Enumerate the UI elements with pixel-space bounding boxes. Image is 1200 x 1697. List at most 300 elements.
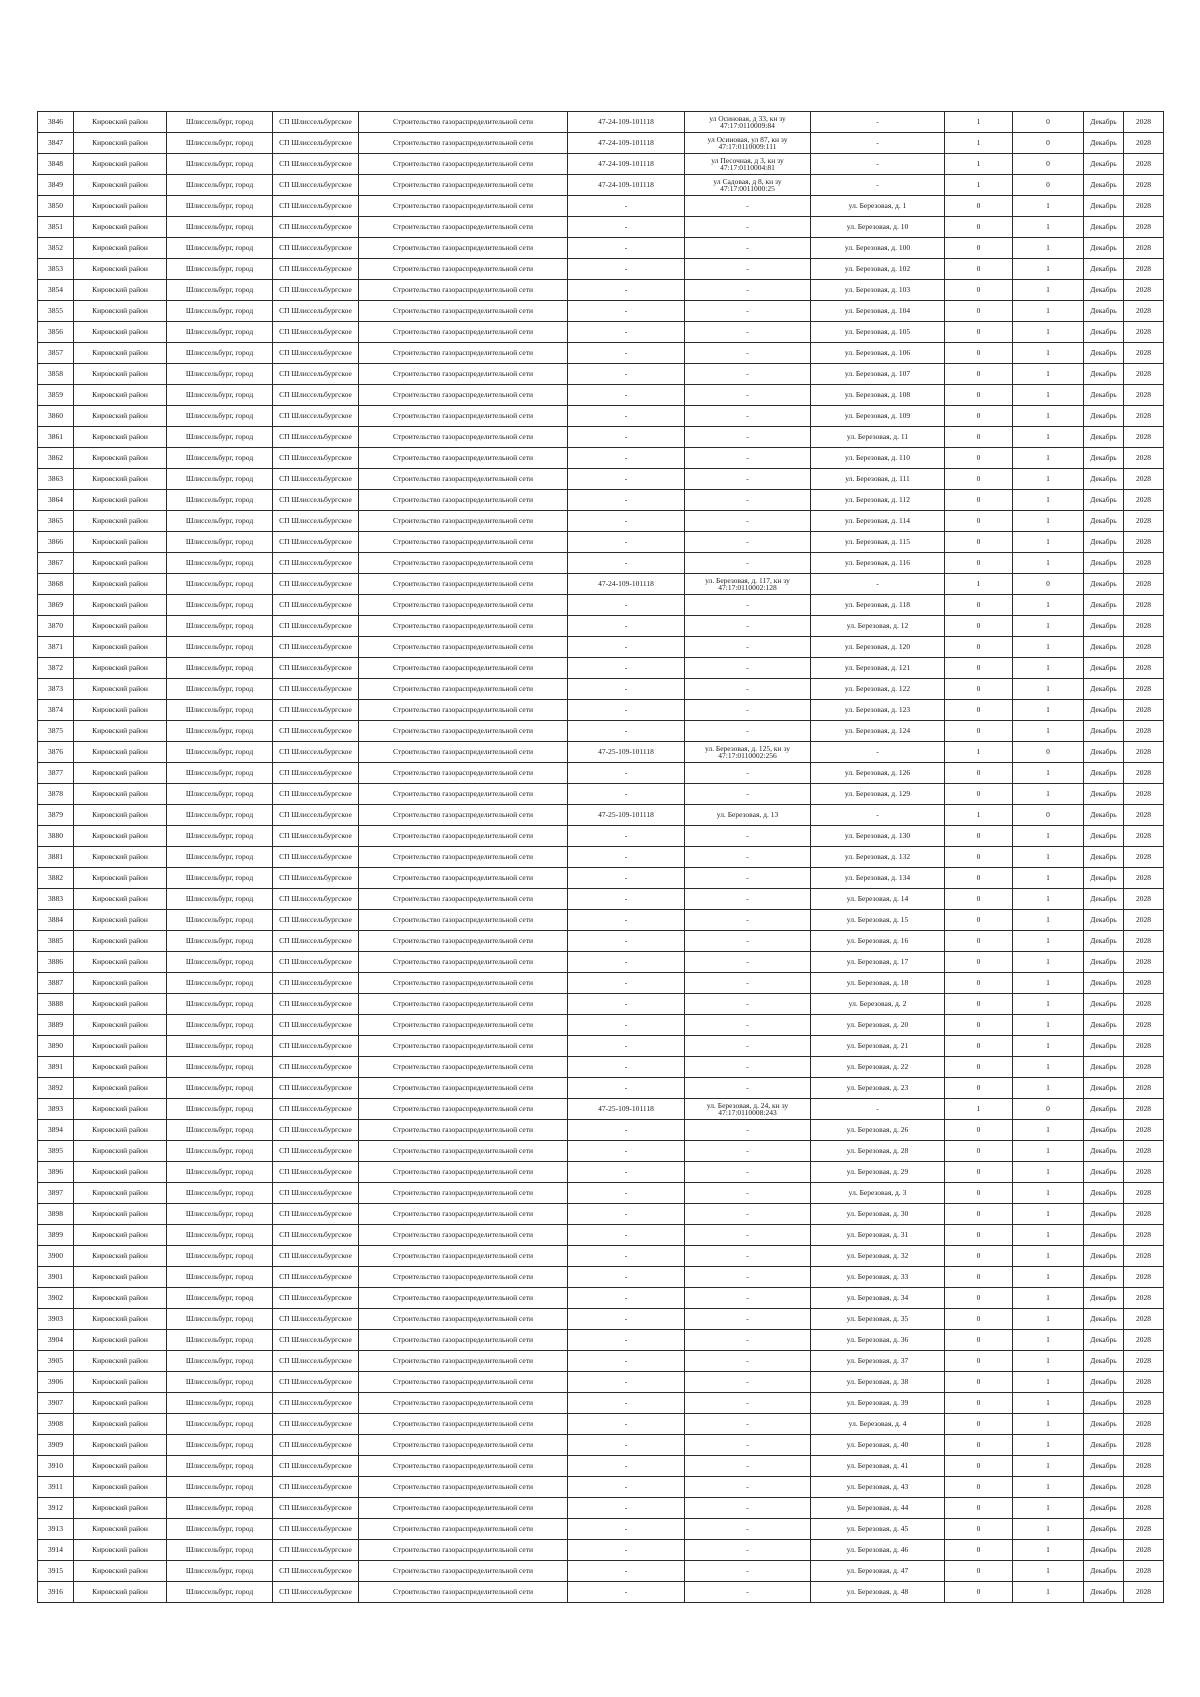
table-row (38, 1162, 1164, 1183)
work-type-cell: Строительство газораспределительной сети (359, 259, 568, 280)
address-cell: ул. Березовая, д. 23 (811, 1078, 945, 1099)
address-cell: - (811, 742, 945, 763)
count-a-cell: 0 (945, 196, 1013, 217)
count-a-cell: 0 (945, 1057, 1013, 1078)
address-cell: - (811, 805, 945, 826)
cadastral-address-cell: - (685, 1225, 811, 1246)
count-a-cell: 0 (945, 280, 1013, 301)
row-number-cell: 3905 (38, 1351, 74, 1372)
address-cell: ул. Березовая, д. 4 (811, 1414, 945, 1435)
month-cell: Декабрь (1084, 1372, 1124, 1393)
count-a-cell: 0 (945, 238, 1013, 259)
count-a-cell: 0 (945, 1456, 1013, 1477)
count-a-cell: 0 (945, 532, 1013, 553)
table-row (38, 322, 1164, 343)
district-cell: Кировский район (74, 1162, 167, 1183)
count-a-cell: 0 (945, 1540, 1013, 1561)
municipality-cell: СП Шлиссельбургское (273, 553, 359, 574)
settlement-cell: Шлиссельбург, город (167, 1288, 273, 1309)
row-number-cell: 3865 (38, 511, 74, 532)
row-number-cell: 3863 (38, 469, 74, 490)
address-cell: - (811, 112, 945, 133)
count-a-cell: 0 (945, 1519, 1013, 1540)
cadastral-address-cell: - (685, 868, 811, 889)
cadastral-address-cell: - (685, 721, 811, 742)
cadastral-address-cell: - (685, 1456, 811, 1477)
month-cell: Декабрь (1084, 1330, 1124, 1351)
row-number-cell: 3893 (38, 1099, 74, 1120)
count-a-cell: 0 (945, 595, 1013, 616)
year-cell: 2028 (1124, 1225, 1164, 1246)
table-row (38, 196, 1164, 217)
count-b-cell: 1 (1013, 847, 1084, 868)
address-cell: ул. Березовая, д. 102 (811, 259, 945, 280)
count-a-cell: 0 (945, 973, 1013, 994)
work-type-cell: Строительство газораспределительной сети (359, 1582, 568, 1603)
address-cell: ул. Березовая, д. 14 (811, 889, 945, 910)
district-cell: Кировский район (74, 238, 167, 259)
work-type-cell: Строительство газораспределительной сети (359, 427, 568, 448)
cadastral-address-cell: - (685, 658, 811, 679)
district-cell: Кировский район (74, 1330, 167, 1351)
settlement-cell: Шлиссельбург, город (167, 1393, 273, 1414)
row-number-cell: 3886 (38, 952, 74, 973)
count-b-cell: 1 (1013, 1561, 1084, 1582)
cadastral-address-cell: - (685, 616, 811, 637)
count-b-cell: 1 (1013, 1288, 1084, 1309)
row-number-cell: 3889 (38, 1015, 74, 1036)
cadastral-address-cell: - (685, 490, 811, 511)
work-type-cell: Строительство газораспределительной сети (359, 805, 568, 826)
year-cell: 2028 (1124, 427, 1164, 448)
year-cell: 2028 (1124, 175, 1164, 196)
address-cell: ул. Березовая, д. 31 (811, 1225, 945, 1246)
municipality-cell: СП Шлиссельбургское (273, 1540, 359, 1561)
year-cell: 2028 (1124, 1141, 1164, 1162)
district-cell: Кировский район (74, 385, 167, 406)
work-type-cell: Строительство газораспределительной сети (359, 1225, 568, 1246)
address-cell: ул. Березовая, д. 43 (811, 1477, 945, 1498)
month-cell: Декабрь (1084, 532, 1124, 553)
work-type-cell: Строительство газораспределительной сети (359, 889, 568, 910)
count-a-cell: 0 (945, 1267, 1013, 1288)
district-cell: Кировский район (74, 154, 167, 175)
table-row (38, 595, 1164, 616)
month-cell: Декабрь (1084, 469, 1124, 490)
cadastral-address-cell: - (685, 406, 811, 427)
settlement-cell: Шлиссельбург, город (167, 1078, 273, 1099)
row-number-cell: 3847 (38, 133, 74, 154)
cadastral-address-cell: - (685, 427, 811, 448)
district-cell: Кировский район (74, 553, 167, 574)
program-code-cell: - (568, 1561, 685, 1582)
count-a-cell: 0 (945, 259, 1013, 280)
count-b-cell: 1 (1013, 1141, 1084, 1162)
count-a-cell: 0 (945, 1078, 1013, 1099)
cadastral-address-cell: - (685, 343, 811, 364)
municipality-cell: СП Шлиссельбургское (273, 406, 359, 427)
program-code-cell: - (568, 385, 685, 406)
cadastral-address-cell: - (685, 364, 811, 385)
cadastral-address-cell: - (685, 511, 811, 532)
year-cell: 2028 (1124, 616, 1164, 637)
program-code-cell: - (568, 1141, 685, 1162)
municipality-cell: СП Шлиссельбургское (273, 259, 359, 280)
count-b-cell: 1 (1013, 763, 1084, 784)
district-cell: Кировский район (74, 112, 167, 133)
municipality-cell: СП Шлиссельбургское (273, 385, 359, 406)
table-row (38, 427, 1164, 448)
district-cell: Кировский район (74, 931, 167, 952)
address-cell: ул. Березовая, д. 108 (811, 385, 945, 406)
settlement-cell: Шлиссельбург, город (167, 1267, 273, 1288)
program-code-cell: - (568, 931, 685, 952)
program-code-cell: - (568, 469, 685, 490)
address-cell: ул. Березовая, д. 36 (811, 1330, 945, 1351)
count-b-cell: 1 (1013, 490, 1084, 511)
address-cell: ул. Березовая, д. 105 (811, 322, 945, 343)
month-cell: Декабрь (1084, 910, 1124, 931)
count-a-cell: 0 (945, 763, 1013, 784)
program-code-cell: - (568, 1498, 685, 1519)
settlement-cell: Шлиссельбург, город (167, 133, 273, 154)
cadastral-address-cell: - (685, 1540, 811, 1561)
municipality-cell: СП Шлиссельбургское (273, 742, 359, 763)
work-type-cell: Строительство газораспределительной сети (359, 1456, 568, 1477)
month-cell: Декабрь (1084, 595, 1124, 616)
settlement-cell: Шлиссельбург, город (167, 280, 273, 301)
work-type-cell: Строительство газораспределительной сети (359, 385, 568, 406)
row-number-cell: 3884 (38, 910, 74, 931)
program-code-cell: - (568, 1225, 685, 1246)
count-a-cell: 1 (945, 1099, 1013, 1120)
program-code-cell: - (568, 952, 685, 973)
year-cell: 2028 (1124, 805, 1164, 826)
cadastral-address-cell: - (685, 637, 811, 658)
count-b-cell: 1 (1013, 259, 1084, 280)
work-type-cell: Строительство газораспределительной сети (359, 1204, 568, 1225)
year-cell: 2028 (1124, 1246, 1164, 1267)
year-cell: 2028 (1124, 1414, 1164, 1435)
program-code-cell: - (568, 1078, 685, 1099)
year-cell: 2028 (1124, 196, 1164, 217)
month-cell: Декабрь (1084, 721, 1124, 742)
month-cell: Декабрь (1084, 238, 1124, 259)
cadastral-address-cell: - (685, 448, 811, 469)
month-cell: Декабрь (1084, 574, 1124, 595)
municipality-cell: СП Шлиссельбургское (273, 301, 359, 322)
month-cell: Декабрь (1084, 1288, 1124, 1309)
count-a-cell: 0 (945, 217, 1013, 238)
district-cell: Кировский район (74, 574, 167, 595)
count-b-cell: 1 (1013, 553, 1084, 574)
count-a-cell: 0 (945, 994, 1013, 1015)
settlement-cell: Шлиссельбург, город (167, 238, 273, 259)
address-cell: ул. Березовая, д. 134 (811, 868, 945, 889)
district-cell: Кировский район (74, 1561, 167, 1582)
month-cell: Декабрь (1084, 1036, 1124, 1057)
count-b-cell: 1 (1013, 637, 1084, 658)
table-row (38, 511, 1164, 532)
municipality-cell: СП Шлиссельбургское (273, 658, 359, 679)
year-cell: 2028 (1124, 1183, 1164, 1204)
count-b-cell: 1 (1013, 217, 1084, 238)
settlement-cell: Шлиссельбург, город (167, 1036, 273, 1057)
settlement-cell: Шлиссельбург, город (167, 847, 273, 868)
address-cell: ул. Березовая, д. 37 (811, 1351, 945, 1372)
count-a-cell: 1 (945, 805, 1013, 826)
row-number-cell: 3892 (38, 1078, 74, 1099)
year-cell: 2028 (1124, 1078, 1164, 1099)
row-number-cell: 3876 (38, 742, 74, 763)
settlement-cell: Шлиссельбург, город (167, 1372, 273, 1393)
count-b-cell: 0 (1013, 112, 1084, 133)
cadastral-address-cell: ул Садовая, д 8, кн зу 47:17:0011000:25 (685, 175, 811, 196)
row-number-cell: 3888 (38, 994, 74, 1015)
cadastral-address-cell: - (685, 280, 811, 301)
municipality-cell: СП Шлиссельбургское (273, 763, 359, 784)
table-row (38, 1435, 1164, 1456)
settlement-cell: Шлиссельбург, город (167, 616, 273, 637)
count-b-cell: 1 (1013, 1540, 1084, 1561)
row-number-cell: 3866 (38, 532, 74, 553)
address-cell: ул. Березовая, д. 35 (811, 1309, 945, 1330)
cadastral-address-cell: - (685, 1393, 811, 1414)
year-cell: 2028 (1124, 826, 1164, 847)
count-a-cell: 0 (945, 448, 1013, 469)
year-cell: 2028 (1124, 658, 1164, 679)
month-cell: Декабрь (1084, 847, 1124, 868)
district-cell: Кировский район (74, 1477, 167, 1498)
address-cell: - (811, 574, 945, 595)
count-b-cell: 0 (1013, 1099, 1084, 1120)
district-cell: Кировский район (74, 889, 167, 910)
work-type-cell: Строительство газораспределительной сети (359, 679, 568, 700)
program-code-cell: - (568, 280, 685, 301)
district-cell: Кировский район (74, 1246, 167, 1267)
table-row (38, 763, 1164, 784)
count-b-cell: 1 (1013, 1456, 1084, 1477)
work-type-cell: Строительство газораспределительной сети (359, 973, 568, 994)
month-cell: Декабрь (1084, 805, 1124, 826)
count-a-cell: 0 (945, 1372, 1013, 1393)
count-b-cell: 1 (1013, 364, 1084, 385)
settlement-cell: Шлиссельбург, город (167, 1309, 273, 1330)
cadastral-address-cell: - (685, 301, 811, 322)
count-a-cell: 0 (945, 889, 1013, 910)
program-code-cell: - (568, 1309, 685, 1330)
row-number-cell: 3887 (38, 973, 74, 994)
cadastral-address-cell: - (685, 994, 811, 1015)
settlement-cell: Шлиссельбург, город (167, 1351, 273, 1372)
count-b-cell: 1 (1013, 1435, 1084, 1456)
month-cell: Декабрь (1084, 952, 1124, 973)
district-cell: Кировский район (74, 1078, 167, 1099)
address-cell: ул. Березовая, д. 40 (811, 1435, 945, 1456)
address-cell: ул. Березовая, д. 111 (811, 469, 945, 490)
address-cell: - (811, 1099, 945, 1120)
table-row (38, 721, 1164, 742)
count-b-cell: 1 (1013, 1078, 1084, 1099)
municipality-cell: СП Шлиссельбургское (273, 490, 359, 511)
program-code-cell: 47-25-109-101118 (568, 805, 685, 826)
address-cell: ул. Березовая, д. 100 (811, 238, 945, 259)
settlement-cell: Шлиссельбург, город (167, 343, 273, 364)
settlement-cell: Шлиссельбург, город (167, 889, 273, 910)
row-number-cell: 3915 (38, 1561, 74, 1582)
year-cell: 2028 (1124, 1456, 1164, 1477)
year-cell: 2028 (1124, 1036, 1164, 1057)
address-cell: ул. Березовая, д. 41 (811, 1456, 945, 1477)
cadastral-address-cell: ул Осиновая, д 33, кн зу 47:17:0110009:84 (685, 112, 811, 133)
year-cell: 2028 (1124, 1582, 1164, 1603)
table-row (38, 658, 1164, 679)
work-type-cell: Строительство газораспределительной сети (359, 574, 568, 595)
district-cell: Кировский район (74, 1099, 167, 1120)
cadastral-address-cell: - (685, 784, 811, 805)
month-cell: Декабрь (1084, 1456, 1124, 1477)
count-a-cell: 0 (945, 406, 1013, 427)
table-row (38, 1204, 1164, 1225)
district-cell: Кировский район (74, 910, 167, 931)
count-a-cell: 0 (945, 1225, 1013, 1246)
cadastral-address-cell: - (685, 1141, 811, 1162)
month-cell: Декабрь (1084, 427, 1124, 448)
municipality-cell: СП Шлиссельбургское (273, 889, 359, 910)
count-b-cell: 1 (1013, 595, 1084, 616)
table-row (38, 805, 1164, 826)
municipality-cell: СП Шлиссельбургское (273, 1141, 359, 1162)
work-type-cell: Строительство газораспределительной сети (359, 868, 568, 889)
cadastral-address-cell: - (685, 1519, 811, 1540)
table-row (38, 910, 1164, 931)
table-row (38, 154, 1164, 175)
address-cell: ул. Березовая, д. 15 (811, 910, 945, 931)
municipality-cell: СП Шлиссельбургское (273, 364, 359, 385)
cadastral-address-cell: - (685, 910, 811, 931)
table-row (38, 406, 1164, 427)
count-b-cell: 1 (1013, 406, 1084, 427)
settlement-cell: Шлиссельбург, город (167, 1204, 273, 1225)
count-b-cell: 1 (1013, 658, 1084, 679)
program-code-cell: - (568, 217, 685, 238)
month-cell: Декабрь (1084, 322, 1124, 343)
year-cell: 2028 (1124, 1015, 1164, 1036)
count-a-cell: 0 (945, 1036, 1013, 1057)
row-number-cell: 3894 (38, 1120, 74, 1141)
district-cell: Кировский район (74, 1435, 167, 1456)
municipality-cell: СП Шлиссельбургское (273, 1498, 359, 1519)
count-b-cell: 1 (1013, 280, 1084, 301)
program-code-cell: - (568, 490, 685, 511)
row-number-cell: 3854 (38, 280, 74, 301)
work-type-cell: Строительство газораспределительной сети (359, 532, 568, 553)
table-row (38, 1456, 1164, 1477)
program-code-cell: 47-25-109-101118 (568, 742, 685, 763)
count-b-cell: 1 (1013, 868, 1084, 889)
address-cell: ул. Березовая, д. 47 (811, 1561, 945, 1582)
address-cell: ул. Березовая, д. 21 (811, 1036, 945, 1057)
year-cell: 2028 (1124, 910, 1164, 931)
year-cell: 2028 (1124, 931, 1164, 952)
year-cell: 2028 (1124, 406, 1164, 427)
work-type-cell: Строительство газораспределительной сети (359, 700, 568, 721)
cadastral-address-cell: - (685, 763, 811, 784)
address-cell: ул. Березовая, д. 132 (811, 847, 945, 868)
year-cell: 2028 (1124, 364, 1164, 385)
month-cell: Декабрь (1084, 889, 1124, 910)
district-cell: Кировский район (74, 280, 167, 301)
address-cell: ул. Березовая, д. 22 (811, 1057, 945, 1078)
count-a-cell: 0 (945, 343, 1013, 364)
address-cell: ул. Березовая, д. 3 (811, 1183, 945, 1204)
row-number-cell: 3897 (38, 1183, 74, 1204)
district-cell: Кировский район (74, 1204, 167, 1225)
month-cell: Декабрь (1084, 1120, 1124, 1141)
table-row (38, 448, 1164, 469)
row-number-cell: 3895 (38, 1141, 74, 1162)
table-row (38, 301, 1164, 322)
table-row (38, 1267, 1164, 1288)
cadastral-address-cell: - (685, 1057, 811, 1078)
district-cell: Кировский район (74, 343, 167, 364)
municipality-cell: СП Шлиссельбургское (273, 1519, 359, 1540)
month-cell: Декабрь (1084, 784, 1124, 805)
cadastral-address-cell: - (685, 1204, 811, 1225)
address-cell: ул. Березовая, д. 107 (811, 364, 945, 385)
count-a-cell: 0 (945, 1393, 1013, 1414)
cadastral-address-cell: ул. Березовая, д. 125, кн зу 47:17:0110002:256 (685, 742, 811, 763)
count-b-cell: 1 (1013, 1057, 1084, 1078)
cadastral-address-cell: - (685, 322, 811, 343)
work-type-cell: Строительство газораспределительной сети (359, 1435, 568, 1456)
row-number-cell: 3867 (38, 553, 74, 574)
table-row (38, 1078, 1164, 1099)
count-a-cell: 0 (945, 826, 1013, 847)
work-type-cell: Строительство газораспределительной сети (359, 784, 568, 805)
address-cell: ул. Березовая, д. 44 (811, 1498, 945, 1519)
cadastral-address-cell: - (685, 1078, 811, 1099)
count-b-cell: 1 (1013, 1372, 1084, 1393)
year-cell: 2028 (1124, 532, 1164, 553)
work-type-cell: Строительство газораспределительной сети (359, 1141, 568, 1162)
address-cell: ул. Березовая, д. 12 (811, 616, 945, 637)
program-code-cell: - (568, 196, 685, 217)
district-cell: Кировский район (74, 1351, 167, 1372)
count-a-cell: 0 (945, 427, 1013, 448)
district-cell: Кировский район (74, 1582, 167, 1603)
row-number-cell: 3899 (38, 1225, 74, 1246)
district-cell: Кировский район (74, 1036, 167, 1057)
count-b-cell: 0 (1013, 574, 1084, 595)
count-a-cell: 0 (945, 301, 1013, 322)
municipality-cell: СП Шлиссельбургское (273, 1078, 359, 1099)
work-type-cell: Строительство газораспределительной сети (359, 490, 568, 511)
count-b-cell: 1 (1013, 700, 1084, 721)
district-cell: Кировский район (74, 511, 167, 532)
count-b-cell: 1 (1013, 1015, 1084, 1036)
district-cell: Кировский район (74, 532, 167, 553)
settlement-cell: Шлиссельбург, город (167, 679, 273, 700)
year-cell: 2028 (1124, 1267, 1164, 1288)
table-row (38, 280, 1164, 301)
district-cell: Кировский район (74, 1456, 167, 1477)
table-row (38, 1477, 1164, 1498)
year-cell: 2028 (1124, 1540, 1164, 1561)
municipality-cell: СП Шлиссельбургское (273, 1204, 359, 1225)
address-cell: ул. Березовая, д. 48 (811, 1582, 945, 1603)
table-row (38, 1246, 1164, 1267)
